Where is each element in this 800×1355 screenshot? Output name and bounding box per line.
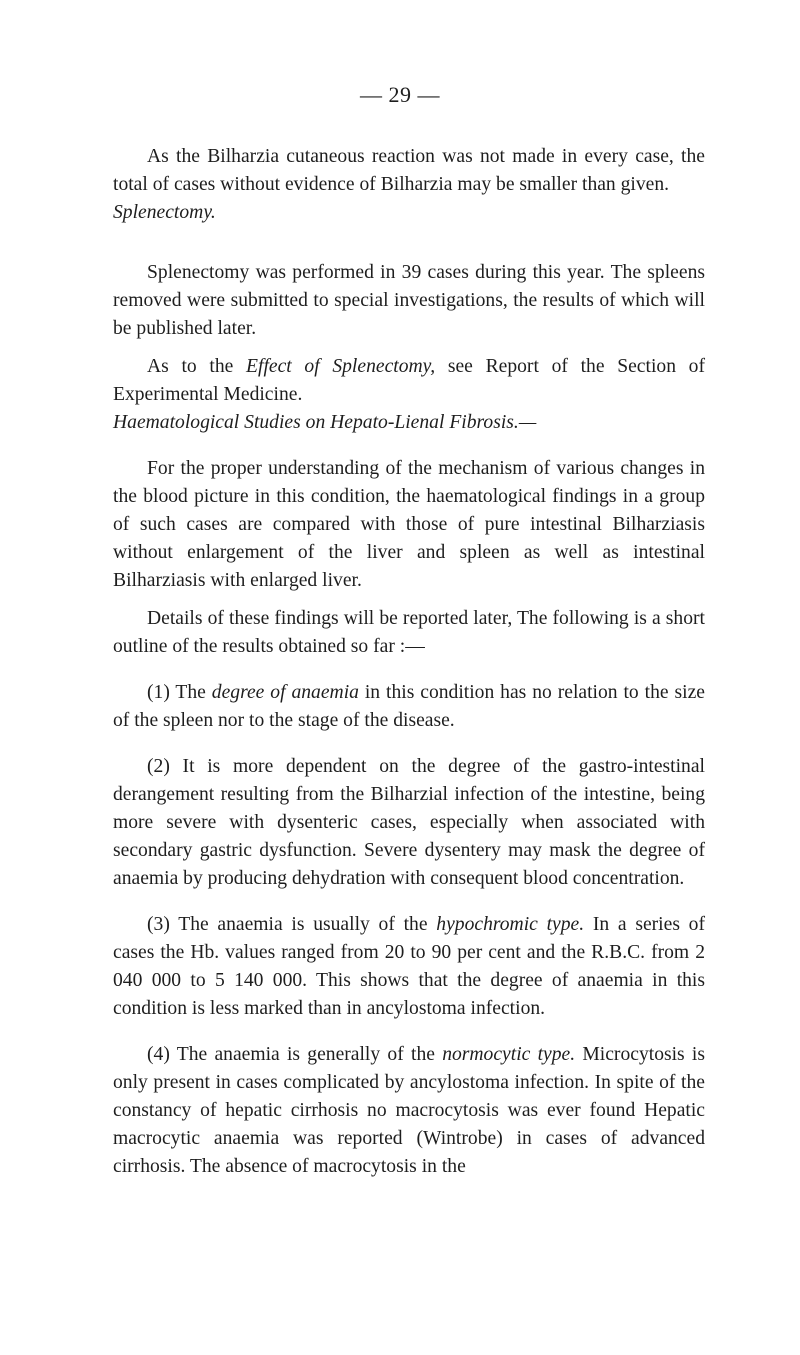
paragraph-bilharzia-reaction: As the Bilharzia cutaneous reaction was not made in every case, the total of cases without evidence of Bilharzia may be smaller than given. [113,146,705,195]
list-item-2: (2) It is more dependent on the degree of the gastro-intestinal derangement resulting from the Bilharzial infection of the intestine, being more severe with dysenteric cases, especially when associated with secondary gastric dysfunction. Severe dysentery may mask the degree of anaemia by producing dehydration with consequent blood concentration. [113,756,705,889]
paragraph-splenectomy: Splenectomy was performed in 39 cases during this year. The spleens removed were submitted to special investigations, the results of which will be published later. [113,262,705,339]
item3-text-after: In a series of cases the Hb. values ranged from 20 to 90 per cent and the R.B.C. from 2 040 000 to 5 140 000. This shows that the degree of anaemia in this condition is less marked than in ancylostoma infection. [113,914,706,1019]
item4-text-before: (4) The anaemia is generally of the [147,1044,443,1065]
page-number: — 29 — [360,82,440,107]
item1-text-before: (1) The [147,682,212,703]
list-item-3 [113,911,705,1023]
item1-text-after: in this condition has no relation to the size of the spleen nor to the stage of the disease. [113,682,705,731]
item4-italic: normocytic type. [442,1044,576,1065]
paragraph-haematological-intro: For the proper understanding of the mechanism of various changes in the blood picture in this condition, the haematological findings in a group of such cases are compared with those of pure intestinal Bilharziasis without enlargement of the liver and spleen as well as intestinal Bilharziasis with enlarged liver. [113,458,705,591]
list-item-1 [113,679,705,735]
effect-italic: Effect of Splenectomy, [246,356,436,377]
heading-haematological-studies: Haematological Studies on Hepato-Lienal Fibrosis.— [113,412,537,433]
heading-splenectomy: Splenectomy. [113,202,216,223]
item3-text-before: (3) The anaemia is usually of the [147,914,437,935]
effect-text-after: see Report of the Section of Experimental Medicine. [113,356,705,405]
item4-text-after: Microcytosis is only present in cases complicated by ancylostoma infection. In spite of the constancy of hepatic cirrhosis no macrocytosis was ever found Hepatic macrocytic anaemia was reported (Wintrobe) in cases of advanced cirrhosis. The absence of macrocytosis in the [113,1044,706,1177]
effect-text-before: As to the [147,356,247,377]
body-text [113,143,705,1181]
paragraph-effect-of-splenectomy [113,353,705,409]
list-item-4 [113,1041,705,1181]
paragraph-details: Details of these findings will be reported later, The following is a short outline of the results obtained so far :— [113,608,705,657]
item1-italic: degree of anaemia [211,682,359,703]
item3-italic: hypochromic type. [436,914,585,935]
